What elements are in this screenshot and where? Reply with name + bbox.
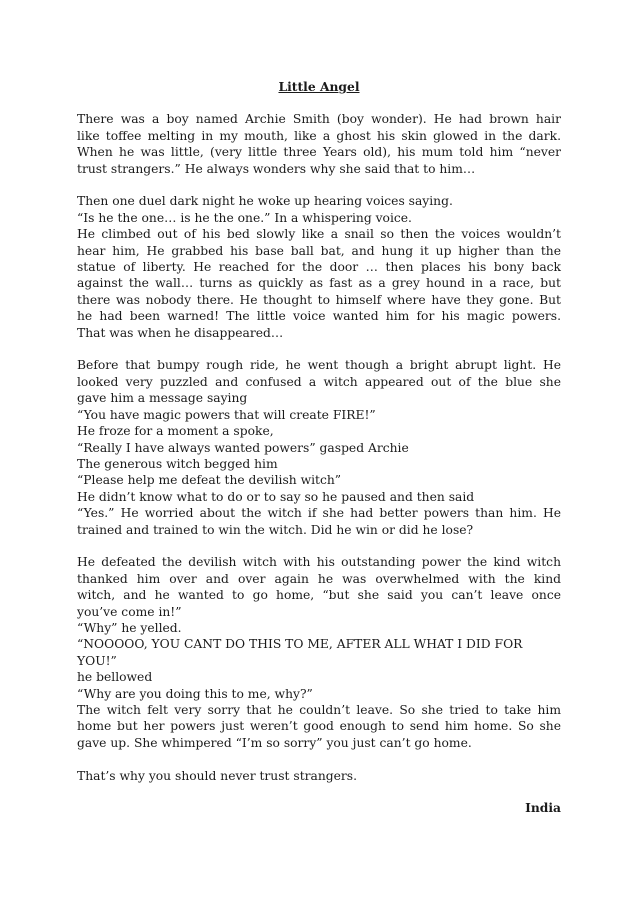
text-line: he bellowed (77, 670, 153, 685)
story-paragraph (77, 111, 561, 177)
text-line: When he was little, (very little three Years old), his mum told him “never (77, 145, 561, 160)
text-line: He defeated the devilish witch with his outstanding power the kind witch (77, 555, 561, 570)
story-paragraph (77, 357, 561, 537)
story-paragraph (77, 554, 561, 751)
text-line: against the wall… turns as quickly as fast as a grey hound in a race, but (77, 276, 561, 291)
text-line: home but her powers just weren’t good enough to send him home. So she (77, 719, 561, 734)
text-line: he had been warned! The little voice wanted him for his magic powers. (77, 309, 561, 324)
text-line: He climbed out of his bed slowly like a snail so then the voices wouldn’t (77, 227, 561, 242)
text-line: That’s why you should never trust strangers. (77, 768, 358, 783)
text-line: That was when he disappeared… (77, 325, 284, 340)
text-line: The generous witch begged him (77, 456, 278, 471)
text-line: “Really I have always wanted powers” gasped Archie (77, 440, 409, 455)
text-line: hear him, He grabbed his base ball bat, and hung it up higher than the (77, 243, 561, 258)
text-line: Then one duel dark night he woke up hearing voices saying. (77, 194, 453, 209)
story-paragraph (77, 193, 561, 341)
text-line: Before that bumpy rough ride, he went though a bright abrupt light. He (77, 358, 561, 373)
text-line: He froze for a moment a spoke, (77, 424, 274, 439)
text-line: “NOOOOO, YOU CANT DO THIS TO ME, AFTER ALL WHAT I DID FOR YOU!” (77, 637, 523, 668)
document-page (77, 79, 561, 817)
text-line: looked very puzzled and confused a witch appeared out of the blue she (77, 374, 561, 389)
text-line: “Why are you doing this to me, why?” (77, 686, 313, 701)
text-line: The witch felt very sorry that he couldn’t leave. So she tried to take him (77, 702, 561, 717)
text-line: “Why” he yelled. (77, 620, 182, 635)
author-name: India (525, 800, 561, 816)
text-line: trained and trained to win the witch. Did he win or did he lose? (77, 522, 474, 537)
text-line: thanked him over and over again he was overwhelmed with the kind (77, 571, 561, 586)
text-line: statue of liberty. He reached for the door … then places his bony back (77, 260, 561, 275)
text-line: “Yes.” He worried about the witch if she had better powers than him. He (77, 506, 561, 521)
story-paragraph (77, 768, 561, 784)
text-line: “You have magic powers that will create FIRE!” (77, 407, 376, 422)
text-line: like toffee melting in my mouth, like a ghost his skin glowed in the dark. (77, 128, 561, 143)
text-line: there was nobody there. He thought to himself where have they gone. But (77, 292, 561, 307)
story-title: Little Angel (278, 79, 360, 94)
text-line: gave up. She whimpered “I’m so sorry” you just can’t go home. (77, 735, 472, 750)
text-line: trust strangers.” He always wonders why she said that to him… (77, 161, 476, 176)
text-line: “Is he the one… is he the one.” In a whispering voice. (77, 210, 412, 225)
text-line: you’ve come in!” (77, 604, 182, 619)
text-line: gave him a message saying (77, 391, 248, 406)
story-body (77, 111, 561, 784)
text-line: “Please help me defeat the devilish witch” (77, 473, 342, 488)
text-line: witch, and he wanted to go home, “but she said you can’t leave once (77, 588, 561, 603)
text-line: There was a boy named Archie Smith (boy wonder). He had brown hair (77, 112, 561, 127)
text-line: He didn’t know what to do or to say so he paused and then said (77, 489, 475, 504)
